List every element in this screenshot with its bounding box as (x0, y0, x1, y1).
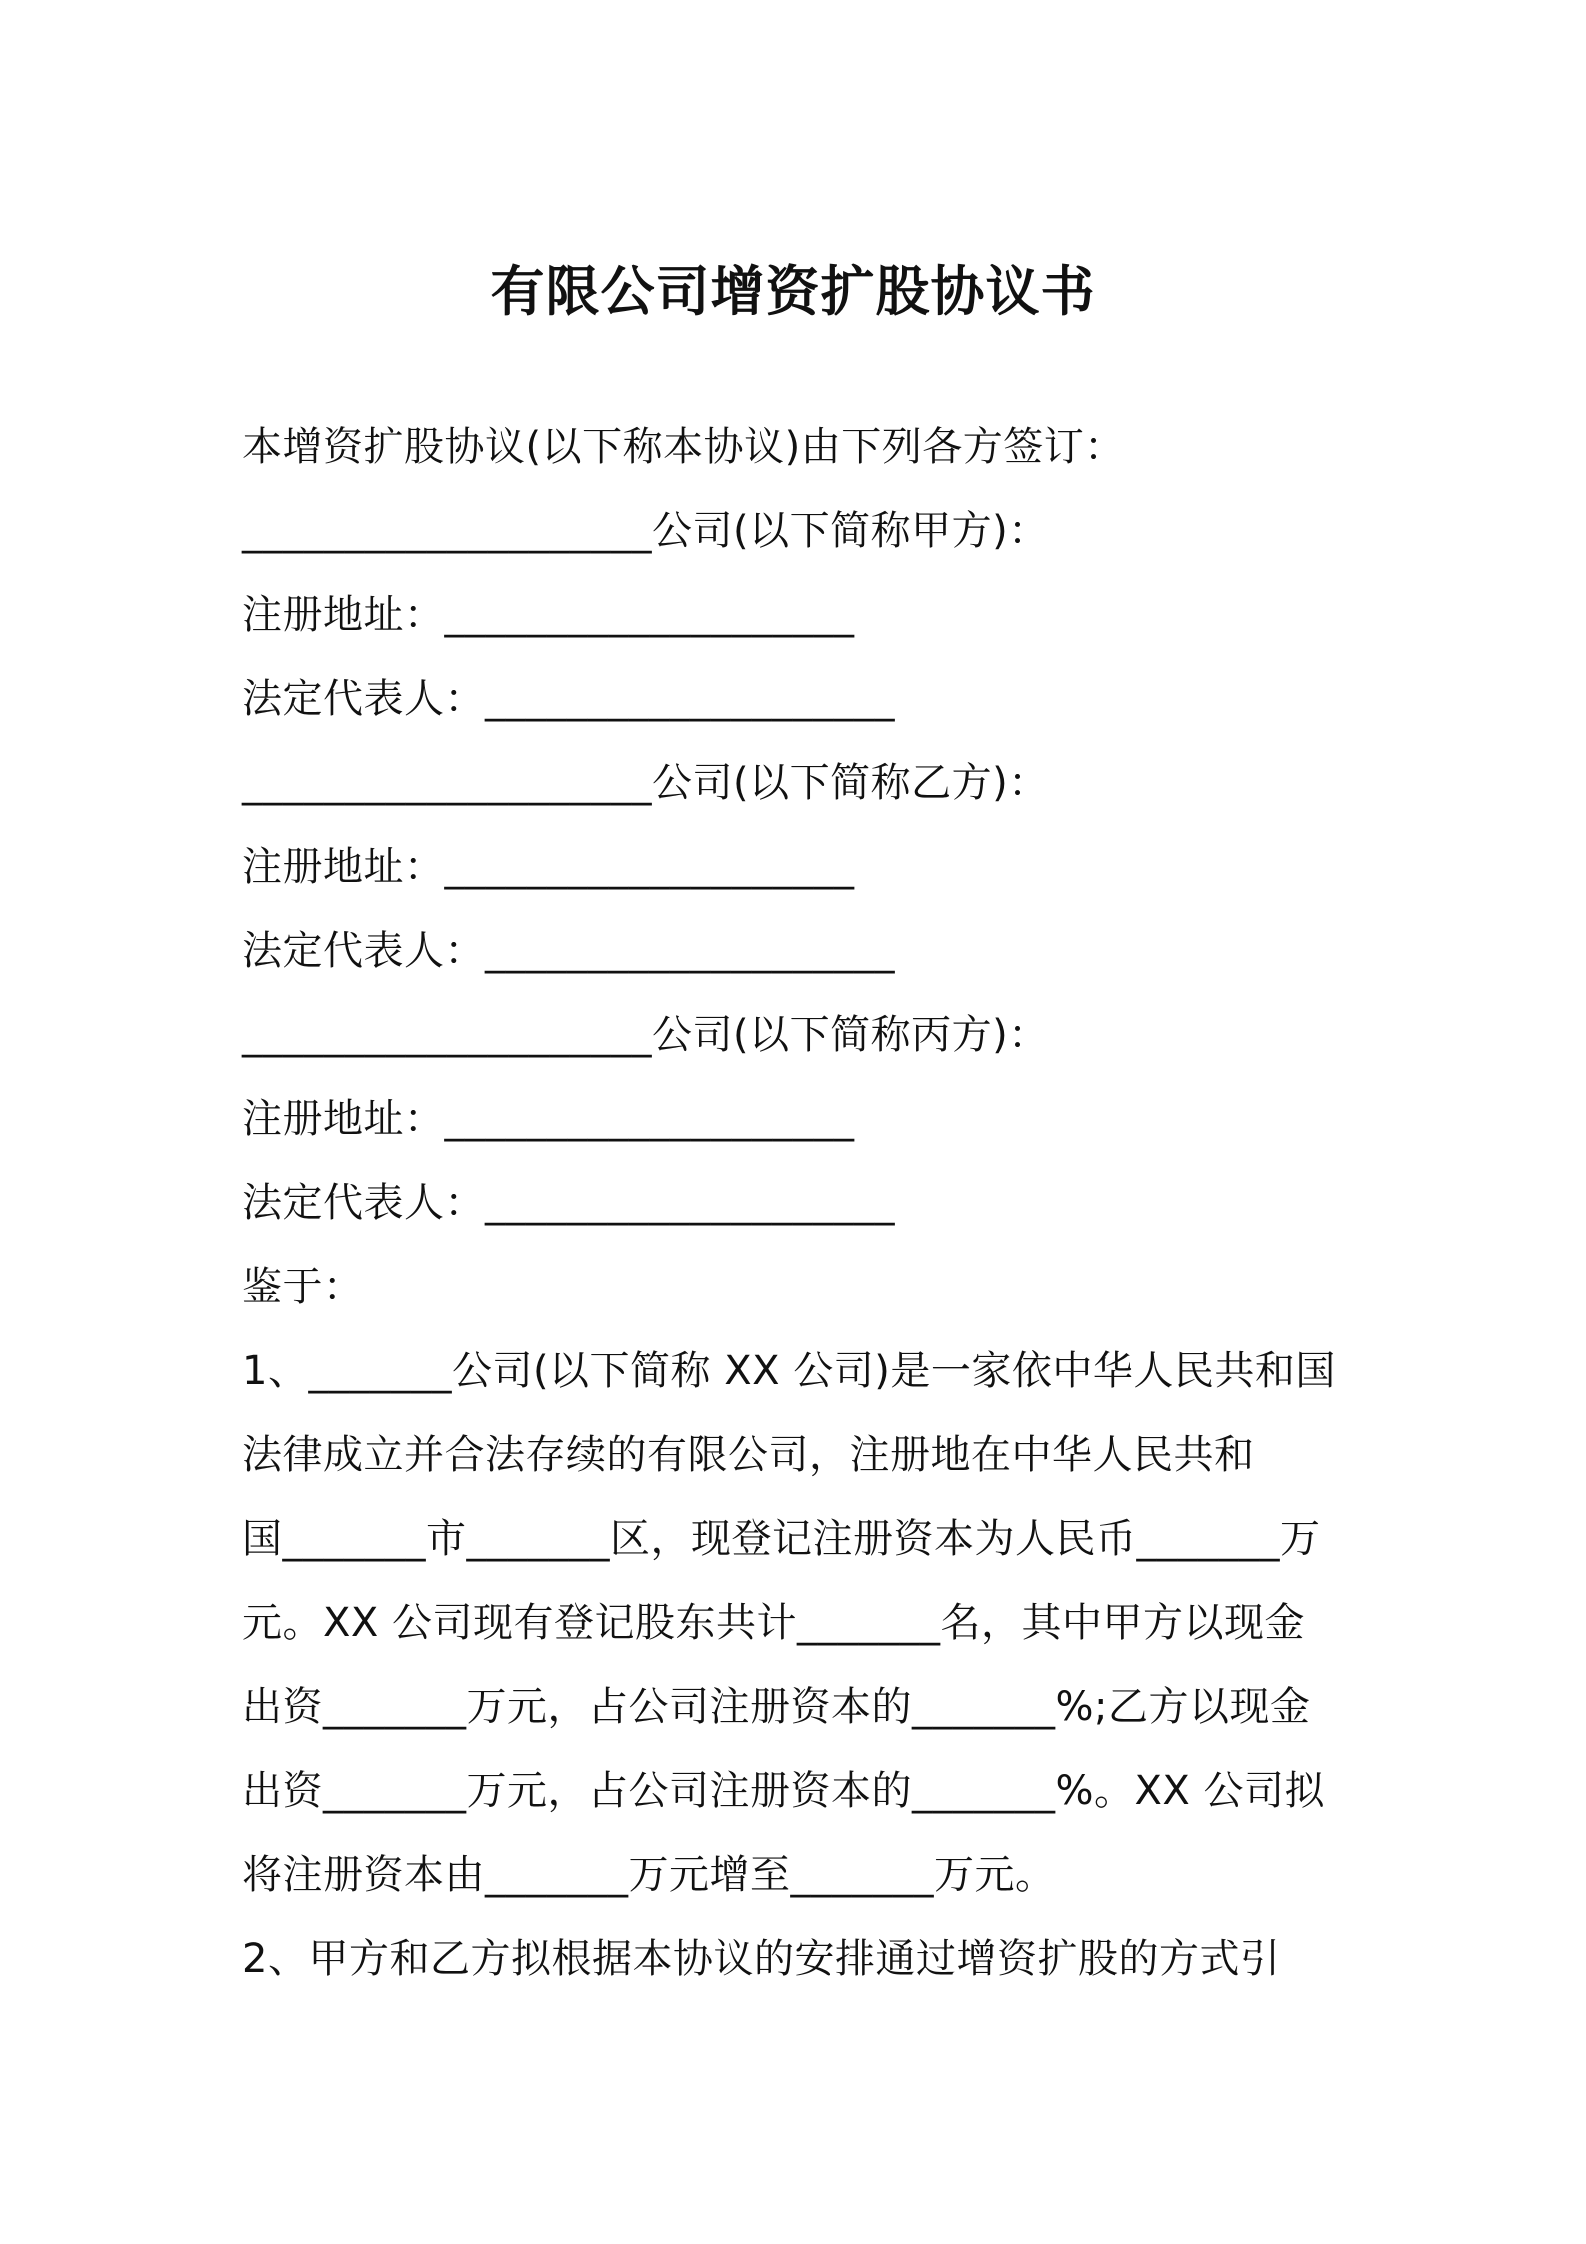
party-b-representative-line: 法定代表人：____________________ (242, 928, 895, 974)
clause-1-line-3: 国_______市_______区，现登记注册资本为人民币_______万 (242, 1516, 1321, 1562)
party-b-address-line: 注册地址：____________________ (242, 844, 855, 890)
party-a-company-line: ____________________公司(以下简称甲方)： (242, 508, 1049, 554)
party-c-company-line: ____________________公司(以下简称丙方)： (242, 1012, 1049, 1058)
clause-1-line-5: 出资_______万元，占公司注册资本的_______%;乙方以现金 (242, 1684, 1311, 1730)
party-c-representative-line: 法定代表人：____________________ (242, 1180, 895, 1226)
party-c-address-line: 注册地址：____________________ (242, 1096, 855, 1142)
clause-1-line-6: 出资_______万元，占公司注册资本的_______%。XX 公司拟 (242, 1768, 1326, 1814)
clause-2-line-1: 2、甲方和乙方拟根据本协议的安排通过增资扩股的方式引 (242, 1936, 1281, 1982)
clause-1-line-4: 元。XX 公司现有登记股东共计_______名，其中甲方以现金 (242, 1600, 1306, 1646)
clause-1-line-1: 1、_______公司(以下简称 XX 公司)是一家依中华人民共和国 (242, 1348, 1336, 1394)
document-title: 有限公司增资扩股协议书 (490, 260, 1096, 323)
whereas-heading: 鉴于： (242, 1264, 364, 1310)
party-a-representative-line: 法定代表人：____________________ (242, 676, 895, 722)
document-body (242, 405, 1372, 2001)
clause-1-line-7: 将注册资本由_______万元增至_______万元。 (242, 1852, 1056, 1898)
intro-line: 本增资扩股协议(以下称本协议)由下列各方签订： (242, 424, 1125, 470)
party-a-address-line: 注册地址：____________________ (242, 592, 855, 638)
party-b-company-line: ____________________公司(以下简称乙方)： (242, 760, 1049, 806)
clause-1-line-2: 法律成立并合法存续的有限公司，注册地在中华人民共和 (242, 1432, 1255, 1478)
